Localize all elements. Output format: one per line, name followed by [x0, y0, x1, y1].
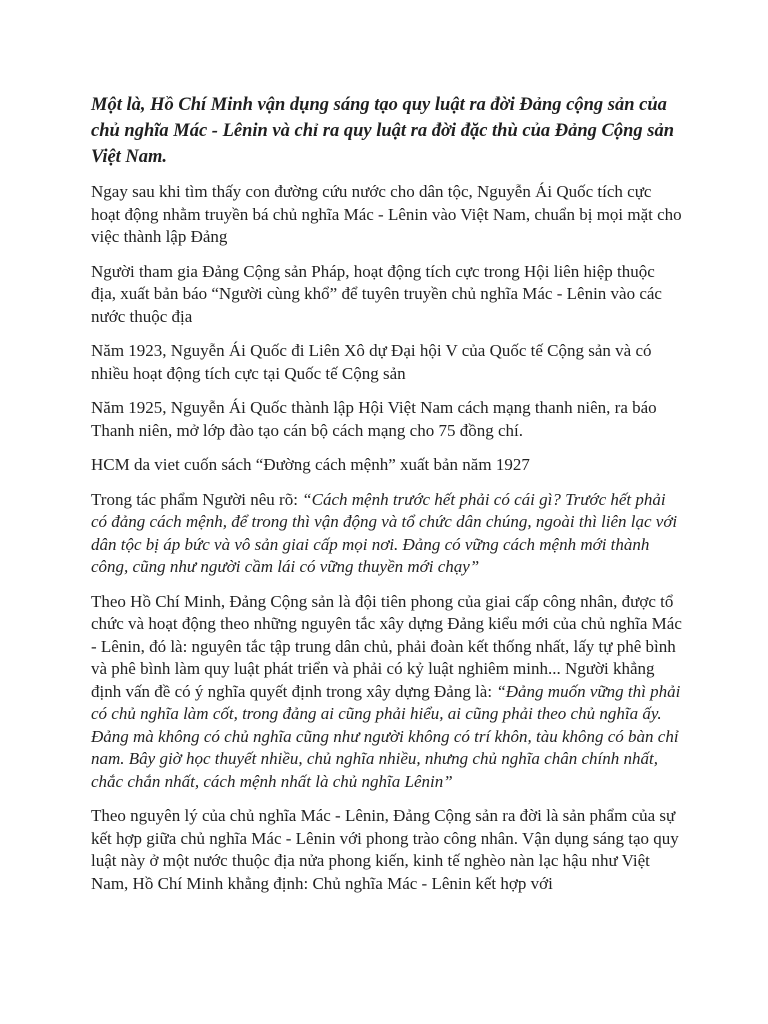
paragraph-text: Trong tác phẩm Người nêu rõ: — [91, 489, 303, 509]
section-heading: Một là, Hồ Chí Minh vận dụng sáng tạo quy luật ra đời Đảng cộng sản của chủ nghĩa Mác - Lênin và chỉ ra quy luật ra đời đặc thù của Đảng Cộng sản Việt Nam. — [91, 95, 675, 167]
paragraph-text: Theo Hồ Chí Minh, Đảng Cộng sản là đội tiên phong của giai cấp công nhân, được tổ chức và hoạt động theo những nguyên tắc xây dựng Đảng kiểu mới của chủ nghĩa Mác - Lênin, đó là: nguyên tắc tập trung dân chủ, phải đoàn kết thống nhất, lấy tự phê bình và phê bình làm quy luật phát triển và phải có kỷ luật nghiêm minh... Người khẳng định vấn đề có ý nghĩa quyết định trong xây dựng Đảng là: — [91, 591, 682, 701]
paragraph-text: Năm 1923, Nguyễn Ái Quốc đi Liên Xô dự Đại hội V của Quốc tế Cộng sản và có nhiều hoạt động tích cực tại Quốc tế Cộng sản — [91, 341, 652, 383]
quotation: “Cách mệnh trước hết phải có cái gì? Trước hết phải có đảng cách mệnh, để trong thì vận động và tổ chức dân chúng, ngoài thì liên lạc với dân tộc bị áp bức và vô sản giai cấp mọi nơi. Đảng có vững cách mệnh mới thành công, cũng như người cầm lái có vững thuyền mới chạy” — [91, 489, 678, 576]
paragraph-text: Người tham gia Đảng Cộng sản Pháp, hoạt động tích cực trong Hội liên hiệp thuộc địa, xuất bản báo “Người cùng khổ” để tuyên truyền chủ nghĩa Mác - Lênin vào các nước thuộc địa — [91, 261, 662, 326]
paragraph-5 — [91, 454, 683, 477]
paragraph-1 — [91, 181, 683, 249]
paragraph-7 — [91, 591, 683, 794]
paragraph-4 — [91, 397, 683, 442]
paragraph-text: Theo nguyên lý của chủ nghĩa Mác - Lênin, Đảng Cộng sản ra đời là sản phẩm của sự kết hợp giữa chủ nghĩa Mác - Lênin với phong trào công nhân. Vận dụng sáng tạo quy luật này ở một nước thuộc địa nửa phong kiến, kinh tế nghèo nàn lạc hậu như Việt Nam, Hồ Chí Minh khẳng định: Chủ nghĩa Mác - Lênin kết hợp với — [91, 806, 679, 893]
paragraph-8 — [91, 805, 683, 895]
paragraph-text: Ngay sau khi tìm thấy con đường cứu nước cho dân tộc, Nguyễn Ái Quốc tích cực hoạt động nhằm truyền bá chủ nghĩa Mác - Lênin vào Việt Nam, chuẩn bị mọi mặt cho việc thành lập Đảng — [91, 182, 682, 246]
quotation: “Đảng muốn vững thì phải có chủ nghĩa làm cốt, trong đảng ai cũng phải hiểu, ai cũng phải theo chủ nghĩa ấy. Đảng mà không có chủ nghĩa cũng như người không có trí khôn, tàu không có bàn chỉ nam. Bây giờ học thuyết nhiều, chủ nghĩa nhiều, nhưng chủ nghĩa chân chính nhất, chắc chắn nhất, cách mệnh nhất là chủ nghĩa Lênin” — [91, 681, 681, 791]
paragraph-2 — [91, 261, 683, 329]
paragraph-6 — [91, 489, 683, 579]
paragraph-text: HCM da viet cuốn sách “Đường cách mệnh” xuất bản năm 1927 — [91, 455, 530, 474]
document-page — [91, 92, 683, 907]
paragraph-text: Năm 1925, Nguyễn Ái Quốc thành lập Hội Việt Nam cách mạng thanh niên, ra báo Thanh niên, mở lớp đào tạo cán bộ cách mạng cho 75 đồng chí. — [91, 398, 657, 440]
paragraph-3 — [91, 340, 683, 385]
